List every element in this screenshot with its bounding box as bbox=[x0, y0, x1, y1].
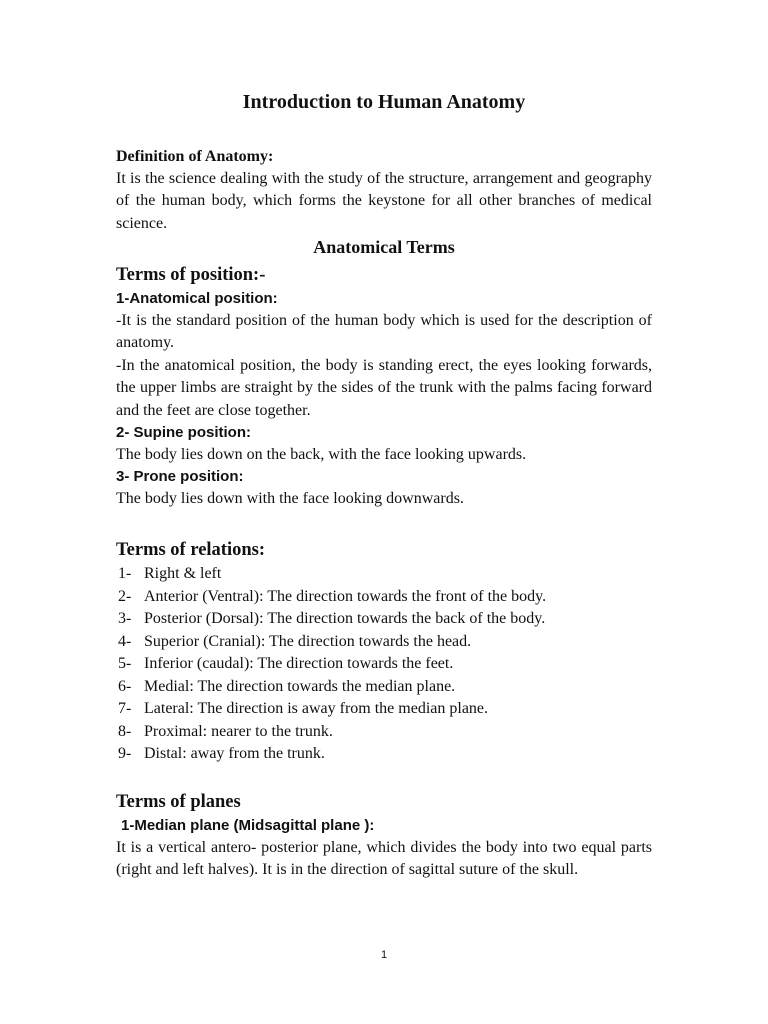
list-item bbox=[118, 563, 678, 586]
prone-position-heading: 3- Prone position: bbox=[116, 468, 244, 486]
list-item-text: Inferior (caudal): The direction towards the feet. bbox=[144, 655, 454, 672]
list-item bbox=[118, 653, 678, 676]
list-item-number: 6- bbox=[118, 677, 132, 695]
list-item-text: Medial: The direction towards the median plane. bbox=[144, 677, 456, 695]
list-item-text: Right & left bbox=[144, 565, 222, 582]
list-item-number: 7- bbox=[118, 700, 132, 717]
anatomical-position-heading: 1-Anatomical position: bbox=[116, 290, 278, 307]
list-item-number: 8- bbox=[118, 722, 132, 740]
list-item-number: 4- bbox=[118, 632, 132, 650]
terms-of-relations-heading: Terms of relations: bbox=[116, 540, 266, 560]
list-item-text: Proximal: nearer to the trunk. bbox=[144, 722, 333, 740]
anatomical-terms-heading: Anatomical Terms bbox=[313, 237, 455, 257]
list-item-number: 1- bbox=[118, 565, 132, 582]
terms-of-planes-section bbox=[116, 790, 652, 882]
terms-of-position-heading: Terms of position:- bbox=[116, 265, 266, 285]
list-item bbox=[118, 721, 678, 744]
document-title: Introduction to Human Anatomy bbox=[242, 91, 526, 113]
list-item-text: Lateral: The direction is away from the median plane. bbox=[144, 700, 489, 717]
relations-list bbox=[118, 563, 678, 766]
prone-position-text: The body lies down with the face looking downwards. bbox=[116, 490, 464, 508]
supine-position-text: The body lies down on the back, with the face looking upwards. bbox=[116, 446, 527, 464]
list-item-text: Posterior (Dorsal): The direction towards the back of the body. bbox=[144, 610, 546, 627]
list-item bbox=[118, 743, 678, 766]
list-item-text: Anterior (Ventral): The direction towards the front of the body. bbox=[144, 587, 547, 605]
list-item bbox=[118, 676, 678, 699]
terms-of-planes-heading: Terms of planes bbox=[116, 792, 241, 812]
definition-text: It is the science dealing with the study of the structure, arrangement and geography of the human body, which forms the keystone for all other branches of medical science. bbox=[116, 170, 652, 232]
list-item bbox=[118, 586, 678, 609]
definition-heading: Definition of Anatomy: bbox=[116, 148, 274, 165]
definition-section bbox=[116, 146, 652, 235]
anatomical-position-para-1: -It is the standard position of the human body which is used for the description of anatomy. bbox=[116, 312, 652, 352]
list-item bbox=[118, 608, 678, 631]
terms-of-position-section bbox=[116, 263, 652, 511]
anatomical-position-para-2: -In the anatomical position, the body is standing erect, the eyes looking forwards, the upper limbs are straight by the sides of the trunk with the palms facing forward and the feet are close together. bbox=[116, 356, 652, 419]
list-item bbox=[118, 698, 678, 721]
terms-of-relations-heading-wrap bbox=[116, 538, 652, 562]
list-item-text: Superior (Cranial): The direction towards the head. bbox=[144, 632, 472, 650]
supine-position-heading: 2- Supine position: bbox=[116, 424, 251, 442]
list-item-number: 5- bbox=[118, 655, 132, 672]
page-number: 1 bbox=[380, 949, 388, 961]
list-item-text: Distal: away from the trunk. bbox=[144, 745, 325, 762]
list-item-number: 2- bbox=[118, 587, 132, 605]
list-item-number: 9- bbox=[118, 745, 132, 762]
list-item bbox=[118, 631, 678, 654]
median-plane-heading: 1-Median plane (Midsagittal plane ): bbox=[121, 817, 375, 834]
median-plane-text: It is a vertical antero- posterior plane, which divides the body into two equal parts (right and left halves). It is in the direction of sagittal suture of the skull. bbox=[116, 839, 652, 879]
list-item-number: 3- bbox=[118, 610, 132, 627]
